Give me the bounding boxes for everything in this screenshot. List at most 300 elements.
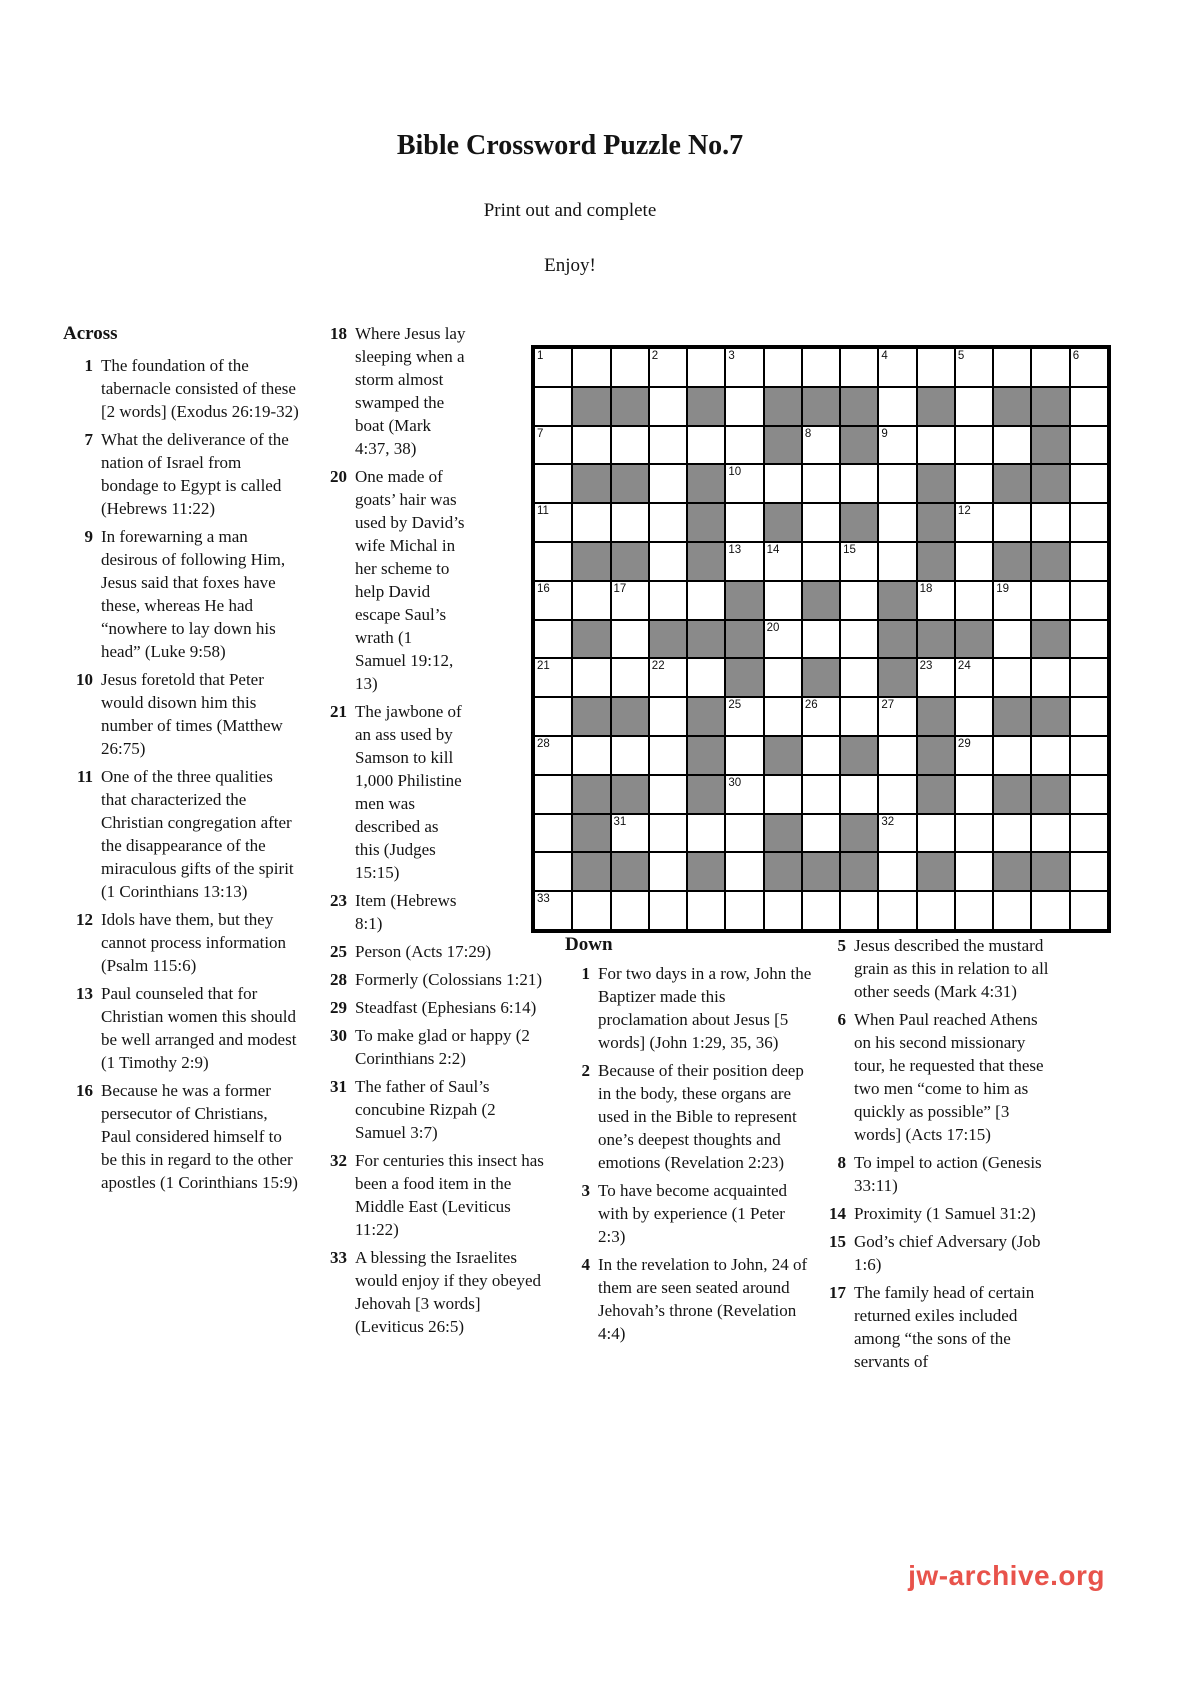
page-title: Bible Crossword Puzzle No.7: [396, 130, 744, 161]
clue-across_col1-16: [63, 1079, 302, 1194]
grid-cell-r14c12[interactable]: [956, 853, 992, 890]
grid-cell-r15c13[interactable]: [994, 892, 1030, 929]
clue-number: 3: [581, 1181, 590, 1200]
clue-across_col2-32: [317, 1149, 550, 1241]
clue-text: The foundation of the tabernacle consisted of these [2 words] (Exodus 26:19-32): [101, 356, 299, 421]
grid-block-r8c11: [918, 621, 954, 658]
grid-cell-r13c1[interactable]: [535, 815, 571, 852]
grid-cell-r6c10[interactable]: [879, 543, 915, 580]
grid-block-r11c5: [688, 737, 724, 774]
grid-block-r14c14: [1032, 853, 1068, 890]
grid-block-r14c13: [994, 853, 1030, 890]
grid-cell-r3c3[interactable]: [612, 427, 648, 464]
grid-cell-r2c4[interactable]: [650, 388, 686, 425]
grid-cell-r2c6[interactable]: [726, 388, 762, 425]
cell-number: 14: [766, 543, 780, 556]
clue-text: Paul counseled that for Christian women this should be well arranged and modest (1 Timothy 2:9): [101, 984, 297, 1072]
clue-across_col2-33: [317, 1246, 550, 1338]
grid-cell-r11c3[interactable]: [612, 737, 648, 774]
grid-cell-r3c1[interactable]: [535, 427, 571, 464]
clue-across_col1-11: [63, 765, 302, 903]
grid-cell-r3c10[interactable]: [879, 427, 915, 464]
grid-cell-r5c2[interactable]: [573, 504, 609, 541]
grid-block-r6c11: [918, 543, 954, 580]
grid-cell-r11c4[interactable]: [650, 737, 686, 774]
grid-cell-r8c1[interactable]: [535, 621, 571, 658]
grid-block-r14c7: [765, 853, 801, 890]
grid-cell-r3c4[interactable]: [650, 427, 686, 464]
grid-cell-r10c6[interactable]: [726, 698, 762, 735]
grid-block-r4c14: [1032, 465, 1068, 502]
site-link[interactable]: jw-archive.org: [908, 1560, 1105, 1591]
grid-cell-r8c13[interactable]: [994, 621, 1030, 658]
clue-text: Formerly (Colossians 1:21): [355, 970, 542, 989]
cell-number: 22: [651, 660, 665, 673]
clue-number: 12: [76, 910, 93, 929]
grid-cell-r9c3[interactable]: [612, 659, 648, 696]
grid-cell-r15c10[interactable]: [879, 892, 915, 929]
grid-cell-r12c12[interactable]: [956, 776, 992, 813]
grid-cell-r5c4[interactable]: [650, 504, 686, 541]
clue-down_col1-1: [565, 962, 814, 1054]
grid-block-r4c2: [573, 465, 609, 502]
grid-block-r2c7: [765, 388, 801, 425]
clue-text: The jawbone of an ass used by Samson to kill 1,000 Philistine men was described as this (Judges 15:15): [355, 702, 462, 882]
header: [0, 130, 1140, 277]
grid-block-r14c11: [918, 853, 954, 890]
grid-cell-r1c10[interactable]: [879, 349, 915, 386]
cell-number: 18: [919, 582, 933, 595]
grid-cell-r5c3[interactable]: [612, 504, 648, 541]
cell-number: 24: [957, 660, 971, 673]
grid-cell-r14c1[interactable]: [535, 853, 571, 890]
clue-text: To have become acquainted with by experience (1 Peter 2:3): [598, 1181, 788, 1246]
clue-number: 28: [330, 970, 347, 989]
grid-block-r2c2: [573, 388, 609, 425]
grid-cell-r6c12[interactable]: [956, 543, 992, 580]
clue-text: One made of goats’ hair was used by David’s wife Michal in her scheme to help David escape Saul’s wrath (1 Samuel 19:12, 13): [355, 467, 465, 693]
grid-cell-r9c7[interactable]: [765, 659, 801, 696]
grid-block-r8c10: [879, 621, 915, 658]
grid-cell-r11c2[interactable]: [573, 737, 609, 774]
grid-block-r12c11: [918, 776, 954, 813]
cell-number: 31: [613, 815, 627, 828]
grid-cell-r11c6[interactable]: [726, 737, 762, 774]
page-tagline: Enjoy!: [544, 255, 596, 276]
grid-block-r2c14: [1032, 388, 1068, 425]
grid-block-r10c5: [688, 698, 724, 735]
grid-cell-r3c12[interactable]: [956, 427, 992, 464]
grid-cell-r4c6[interactable]: [726, 465, 762, 502]
grid-block-r13c7: [765, 815, 801, 852]
grid-cell-r13c12[interactable]: [956, 815, 992, 852]
grid-cell-r14c4[interactable]: [650, 853, 686, 890]
grid-cell-r7c1[interactable]: [535, 582, 571, 619]
grid-cell-r10c9[interactable]: [841, 698, 877, 735]
grid-cell-r15c15[interactable]: [1071, 892, 1107, 929]
grid-block-r8c4: [650, 621, 686, 658]
cell-number: 11: [537, 505, 549, 518]
cell-number: 12: [957, 505, 971, 518]
clue-text: Because of their position deep in the body, these organs are used in the Bible to represent one’s deepest thoughts and emotions (Revelation 2:23): [598, 1061, 804, 1172]
clue-number: 14: [829, 1204, 846, 1223]
clue-number: 25: [330, 942, 347, 961]
grid-cell-r1c1[interactable]: [535, 349, 571, 386]
grid-cell-r12c7[interactable]: [765, 776, 801, 813]
grid-cell-r4c10[interactable]: [879, 465, 915, 502]
grid-cell-r15c8[interactable]: [803, 892, 839, 929]
clue-number: 30: [330, 1026, 347, 1045]
clue-across_col2-30: [317, 1024, 550, 1070]
clue-text: Jesus described the mustard grain as this in relation to all other seeds (Mark 4:31): [854, 936, 1049, 1001]
grid-cell-r9c13[interactable]: [994, 659, 1030, 696]
grid-cell-r11c15[interactable]: [1071, 737, 1107, 774]
grid-block-r7c8: [803, 582, 839, 619]
cell-number: 16: [537, 582, 550, 595]
grid-cell-r13c4[interactable]: [650, 815, 686, 852]
clue-number: 13: [76, 984, 93, 1003]
grid-cell-r12c1[interactable]: [535, 776, 571, 813]
grid-cell-r9c4[interactable]: [650, 659, 686, 696]
grid-cell-r5c8[interactable]: [803, 504, 839, 541]
clue-text: Steadfast (Ephesians 6:14): [355, 998, 537, 1017]
clue-across_col2-20: [317, 465, 467, 695]
grid-block-r2c8: [803, 388, 839, 425]
grid-cell-r8c9[interactable]: [841, 621, 877, 658]
grid-block-r9c10: [879, 659, 915, 696]
cell-number: 3: [728, 350, 735, 362]
clue-number: 29: [330, 998, 347, 1017]
clue-down_col2-5: [806, 934, 1056, 1003]
clue-text: To impel to action (Genesis 33:11): [854, 1153, 1042, 1195]
grid-cell-r8c3[interactable]: [612, 621, 648, 658]
grid-cell-r1c4[interactable]: [650, 349, 686, 386]
grid-cell-r8c7[interactable]: [765, 621, 801, 658]
grid-cell-r1c15[interactable]: [1071, 349, 1107, 386]
grid-cell-r15c4[interactable]: [650, 892, 686, 929]
grid-cell-r4c1[interactable]: [535, 465, 571, 502]
grid-cell-r1c8[interactable]: [803, 349, 839, 386]
grid-block-r12c2: [573, 776, 609, 813]
cell-number: 29: [957, 737, 971, 750]
clue-text: One of the three qualities that characterized the Christian congregation after the disappearance of the miraculous gifts of the spirit (1 Corinthians 13:13): [101, 767, 294, 901]
clue-text: Where Jesus lay sleeping when a storm almost swamped the boat (Mark 4:37, 38): [355, 324, 466, 458]
grid-cell-r1c6[interactable]: [726, 349, 762, 386]
clue-across_col2-23: [317, 889, 467, 935]
grid-cell-r15c2[interactable]: [573, 892, 609, 929]
grid-cell-r13c3[interactable]: [612, 815, 648, 852]
grid-cell-r12c9[interactable]: [841, 776, 877, 813]
grid-cell-r1c12[interactable]: [956, 349, 992, 386]
grid-cell-r7c13[interactable]: [994, 582, 1030, 619]
grid-cell-r12c6[interactable]: [726, 776, 762, 813]
grid-cell-r4c8[interactable]: [803, 465, 839, 502]
grid-cell-r7c5[interactable]: [688, 582, 724, 619]
down-clues-column-2: [806, 934, 1056, 1378]
clue-across_col1-13: [63, 982, 302, 1074]
clue-across_col1-1: [63, 354, 302, 423]
grid-block-r7c10: [879, 582, 915, 619]
clue-down_col2-8: [806, 1151, 1056, 1197]
grid-cell-r6c4[interactable]: [650, 543, 686, 580]
grid-cell-r11c14[interactable]: [1032, 737, 1068, 774]
grid-cell-r4c7[interactable]: [765, 465, 801, 502]
grid-cell-r3c11[interactable]: [918, 427, 954, 464]
grid-cell-r9c12[interactable]: [956, 659, 992, 696]
grid-cell-r7c7[interactable]: [765, 582, 801, 619]
grid-cell-r3c8[interactable]: [803, 427, 839, 464]
grid-cell-r10c12[interactable]: [956, 698, 992, 735]
grid-cell-r5c13[interactable]: [994, 504, 1030, 541]
grid-cell-r10c10[interactable]: [879, 698, 915, 735]
grid-cell-r11c10[interactable]: [879, 737, 915, 774]
grid-cell-r12c10[interactable]: [879, 776, 915, 813]
grid-cell-r7c3[interactable]: [612, 582, 648, 619]
clue-across_col2-28: [317, 968, 550, 991]
grid-cell-r12c8[interactable]: [803, 776, 839, 813]
grid-cell-r6c1[interactable]: [535, 543, 571, 580]
clue-down_col1-3: [565, 1179, 814, 1248]
grid-cell-r13c10[interactable]: [879, 815, 915, 852]
cell-number: 5: [957, 350, 965, 362]
grid-cell-r4c15[interactable]: [1071, 465, 1107, 502]
grid-cell-r5c12[interactable]: [956, 504, 992, 541]
cell-number: 2: [651, 350, 659, 362]
grid-cell-r15c5[interactable]: [688, 892, 724, 929]
grid-block-r9c6: [726, 659, 762, 696]
grid-cell-r1c7[interactable]: [765, 349, 801, 386]
grid-cell-r5c6[interactable]: [726, 504, 762, 541]
clue-number: 20: [330, 467, 347, 486]
clue-across_col2-25: [317, 940, 550, 963]
cell-number: 9: [881, 427, 888, 440]
grid-cell-r9c15[interactable]: [1071, 659, 1107, 696]
clue-number: 18: [330, 324, 347, 343]
cell-number: 32: [881, 815, 895, 828]
cell-number: 8: [804, 427, 812, 440]
cell-number: 15: [843, 543, 856, 556]
grid-cell-r12c15[interactable]: [1071, 776, 1107, 813]
grid-cell-r13c8[interactable]: [803, 815, 839, 852]
grid-cell-r5c1[interactable]: [535, 504, 571, 541]
grid-block-r8c2: [573, 621, 609, 658]
clue-text: When Paul reached Athens on his second missionary tour, he requested that these two men “come to him as quickly as possible” [3 words] (Acts 17:15): [854, 1010, 1044, 1144]
grid-cell-r3c15[interactable]: [1071, 427, 1107, 464]
page-subtitle: Print out and complete: [483, 200, 657, 221]
clue-text: What the deliverance of the nation of Israel from bondage to Egypt is called (Hebrews 11:22): [101, 430, 289, 518]
grid-block-r2c3: [612, 388, 648, 425]
grid-cell-r6c7[interactable]: [765, 543, 801, 580]
grid-cell-r6c15[interactable]: [1071, 543, 1107, 580]
clue-number: 23: [330, 891, 347, 910]
grid-block-r2c9: [841, 388, 877, 425]
grid-cell-r9c5[interactable]: [688, 659, 724, 696]
clue-down_col1-4: [565, 1253, 814, 1345]
grid-cell-r1c11[interactable]: [918, 349, 954, 386]
grid-cell-r1c9[interactable]: [841, 349, 877, 386]
grid-block-r8c14: [1032, 621, 1068, 658]
grid-cell-r7c4[interactable]: [650, 582, 686, 619]
grid-cell-r5c15[interactable]: [1071, 504, 1107, 541]
grid-cell-r12c4[interactable]: [650, 776, 686, 813]
crossword-grid: [531, 345, 1111, 933]
grid-cell-r3c5[interactable]: [688, 427, 724, 464]
grid-cell-r2c1[interactable]: [535, 388, 571, 425]
cell-number: 23: [919, 660, 933, 673]
grid-cell-r10c4[interactable]: [650, 698, 686, 735]
cell-number: 30: [728, 776, 742, 789]
grid-cell-r3c13[interactable]: [994, 427, 1030, 464]
grid-block-r14c3: [612, 853, 648, 890]
grid-cell-r11c1[interactable]: [535, 737, 571, 774]
grid-block-r3c7: [765, 427, 801, 464]
grid-cell-r4c12[interactable]: [956, 465, 992, 502]
grid-cell-r15c11[interactable]: [918, 892, 954, 929]
cell-number: 27: [881, 699, 895, 712]
clue-number: 1: [581, 964, 590, 983]
grid-block-r10c14: [1032, 698, 1068, 735]
cell-number: 10: [728, 466, 742, 479]
grid-block-r10c3: [612, 698, 648, 735]
clue-number: 33: [330, 1248, 347, 1267]
grid-block-r4c13: [994, 465, 1030, 502]
grid-cell-r15c7[interactable]: [765, 892, 801, 929]
across-clues-column-1: [63, 322, 302, 1199]
grid-cell-r9c11[interactable]: [918, 659, 954, 696]
cell-number: 26: [804, 699, 818, 712]
clue-across_col1-12: [63, 908, 302, 977]
grid-cell-r10c8[interactable]: [803, 698, 839, 735]
down-clues-column-1: [565, 962, 814, 1350]
grid-cell-r3c2[interactable]: [573, 427, 609, 464]
grid-cell-r9c1[interactable]: [535, 659, 571, 696]
grid-cell-r6c9[interactable]: [841, 543, 877, 580]
grid-cell-r7c15[interactable]: [1071, 582, 1107, 619]
grid-block-r13c9: [841, 815, 877, 852]
grid-cell-r6c8[interactable]: [803, 543, 839, 580]
grid-block-r3c14: [1032, 427, 1068, 464]
grid-cell-r10c15[interactable]: [1071, 698, 1107, 735]
grid-cell-r15c1[interactable]: [535, 892, 571, 929]
grid-cell-r13c11[interactable]: [918, 815, 954, 852]
clue-number: 16: [76, 1081, 93, 1100]
grid-cell-r1c3[interactable]: [612, 349, 648, 386]
grid-cell-r11c12[interactable]: [956, 737, 992, 774]
grid-cell-r1c2[interactable]: [573, 349, 609, 386]
grid-cell-r5c10[interactable]: [879, 504, 915, 541]
clue-text: Jesus foretold that Peter would disown him this number of times (Matthew 26:75): [101, 670, 283, 758]
grid-block-r12c14: [1032, 776, 1068, 813]
grid-cell-r7c12[interactable]: [956, 582, 992, 619]
grid-cell-r15c9[interactable]: [841, 892, 877, 929]
grid-cell-r14c10[interactable]: [879, 853, 915, 890]
grid-cell-r14c6[interactable]: [726, 853, 762, 890]
clue-text: In forewarning a man desirous of following Him, Jesus said that foxes have these, whereas He had “nowhere to lay down his head” (Luke 9:58): [101, 527, 286, 661]
clue-number: 10: [76, 670, 93, 689]
clue-across_col2-18: [317, 322, 467, 460]
clue-text: God’s chief Adversary (Job 1:6): [854, 1232, 1041, 1274]
grid-cell-r4c9[interactable]: [841, 465, 877, 502]
grid-cell-r1c14[interactable]: [1032, 349, 1068, 386]
clue-number: 9: [84, 527, 93, 546]
grid-cell-r7c11[interactable]: [918, 582, 954, 619]
grid-block-r2c13: [994, 388, 1030, 425]
grid-cell-r7c14[interactable]: [1032, 582, 1068, 619]
grid-cell-r3c6[interactable]: [726, 427, 762, 464]
grid-block-r6c2: [573, 543, 609, 580]
clue-number: 6: [837, 1010, 846, 1029]
clue-across_col1-7: [63, 428, 302, 520]
grid-cell-r5c14[interactable]: [1032, 504, 1068, 541]
clue-across_col2-31: [317, 1075, 550, 1144]
grid-cell-r10c1[interactable]: [535, 698, 571, 735]
clue-number: 4: [581, 1255, 590, 1274]
cell-number: 13: [728, 543, 742, 556]
grid-cell-r9c2[interactable]: [573, 659, 609, 696]
grid-cell-r2c12[interactable]: [956, 388, 992, 425]
clue-across_col2-29: [317, 996, 550, 1019]
grid-cell-r13c13[interactable]: [994, 815, 1030, 852]
clue-text: The family head of certain returned exiles included among “the sons of the servants of: [854, 1283, 1035, 1371]
grid-cell-r2c15[interactable]: [1071, 388, 1107, 425]
clue-text: To make glad or happy (2 Corinthians 2:2): [355, 1026, 530, 1068]
grid-cell-r13c15[interactable]: [1071, 815, 1107, 852]
clue-across_col2-21: [317, 700, 467, 884]
grid-block-r6c13: [994, 543, 1030, 580]
down-clue-list-2: [806, 934, 1056, 1373]
grid-cell-r7c9[interactable]: [841, 582, 877, 619]
cell-number: 19: [996, 582, 1009, 595]
clue-down_col2-6: [806, 1008, 1056, 1146]
grid-cell-r10c7[interactable]: [765, 698, 801, 735]
grid-cell-r2c10[interactable]: [879, 388, 915, 425]
grid-cell-r7c2[interactable]: [573, 582, 609, 619]
grid-cell-r9c14[interactable]: [1032, 659, 1068, 696]
grid-cell-r11c8[interactable]: [803, 737, 839, 774]
grid-cell-r9c9[interactable]: [841, 659, 877, 696]
grid-cell-r15c6[interactable]: [726, 892, 762, 929]
grid-block-r5c7: [765, 504, 801, 541]
grid-cell-r15c12[interactable]: [956, 892, 992, 929]
clue-text: Because he was a former persecutor of Christians, Paul considered himself to be this in regard to the other apostles (1 Corinthians 15:9): [101, 1081, 298, 1192]
grid-cell-r1c5[interactable]: [688, 349, 724, 386]
grid-block-r10c11: [918, 698, 954, 735]
grid-cell-r11c13[interactable]: [994, 737, 1030, 774]
grid-cell-r13c6[interactable]: [726, 815, 762, 852]
grid-cell-r8c15[interactable]: [1071, 621, 1107, 658]
clue-down_col2-15: [806, 1230, 1056, 1276]
grid-cell-r15c3[interactable]: [612, 892, 648, 929]
grid-cell-r13c5[interactable]: [688, 815, 724, 852]
clue-number: 1: [84, 356, 93, 375]
cell-number: 28: [537, 737, 550, 750]
grid-cell-r6c6[interactable]: [726, 543, 762, 580]
grid-cell-r8c8[interactable]: [803, 621, 839, 658]
across-clue-list-1: [63, 354, 302, 1194]
cell-number: 1: [537, 350, 544, 362]
grid-cell-r15c14[interactable]: [1032, 892, 1068, 929]
clue-text: For two days in a row, John the Baptizer made this proclamation about Jesus [5 words] (John 1:29, 35, 36): [598, 964, 812, 1052]
cell-number: 7: [537, 427, 544, 440]
cell-number: 20: [766, 621, 780, 634]
grid-cell-r4c4[interactable]: [650, 465, 686, 502]
grid-block-r2c11: [918, 388, 954, 425]
grid-cell-r14c15[interactable]: [1071, 853, 1107, 890]
grid-cell-r13c14[interactable]: [1032, 815, 1068, 852]
clue-text: The father of Saul’s concubine Rizpah (2 Samuel 3:7): [355, 1077, 496, 1142]
grid-cell-r1c13[interactable]: [994, 349, 1030, 386]
grid-block-r10c13: [994, 698, 1030, 735]
